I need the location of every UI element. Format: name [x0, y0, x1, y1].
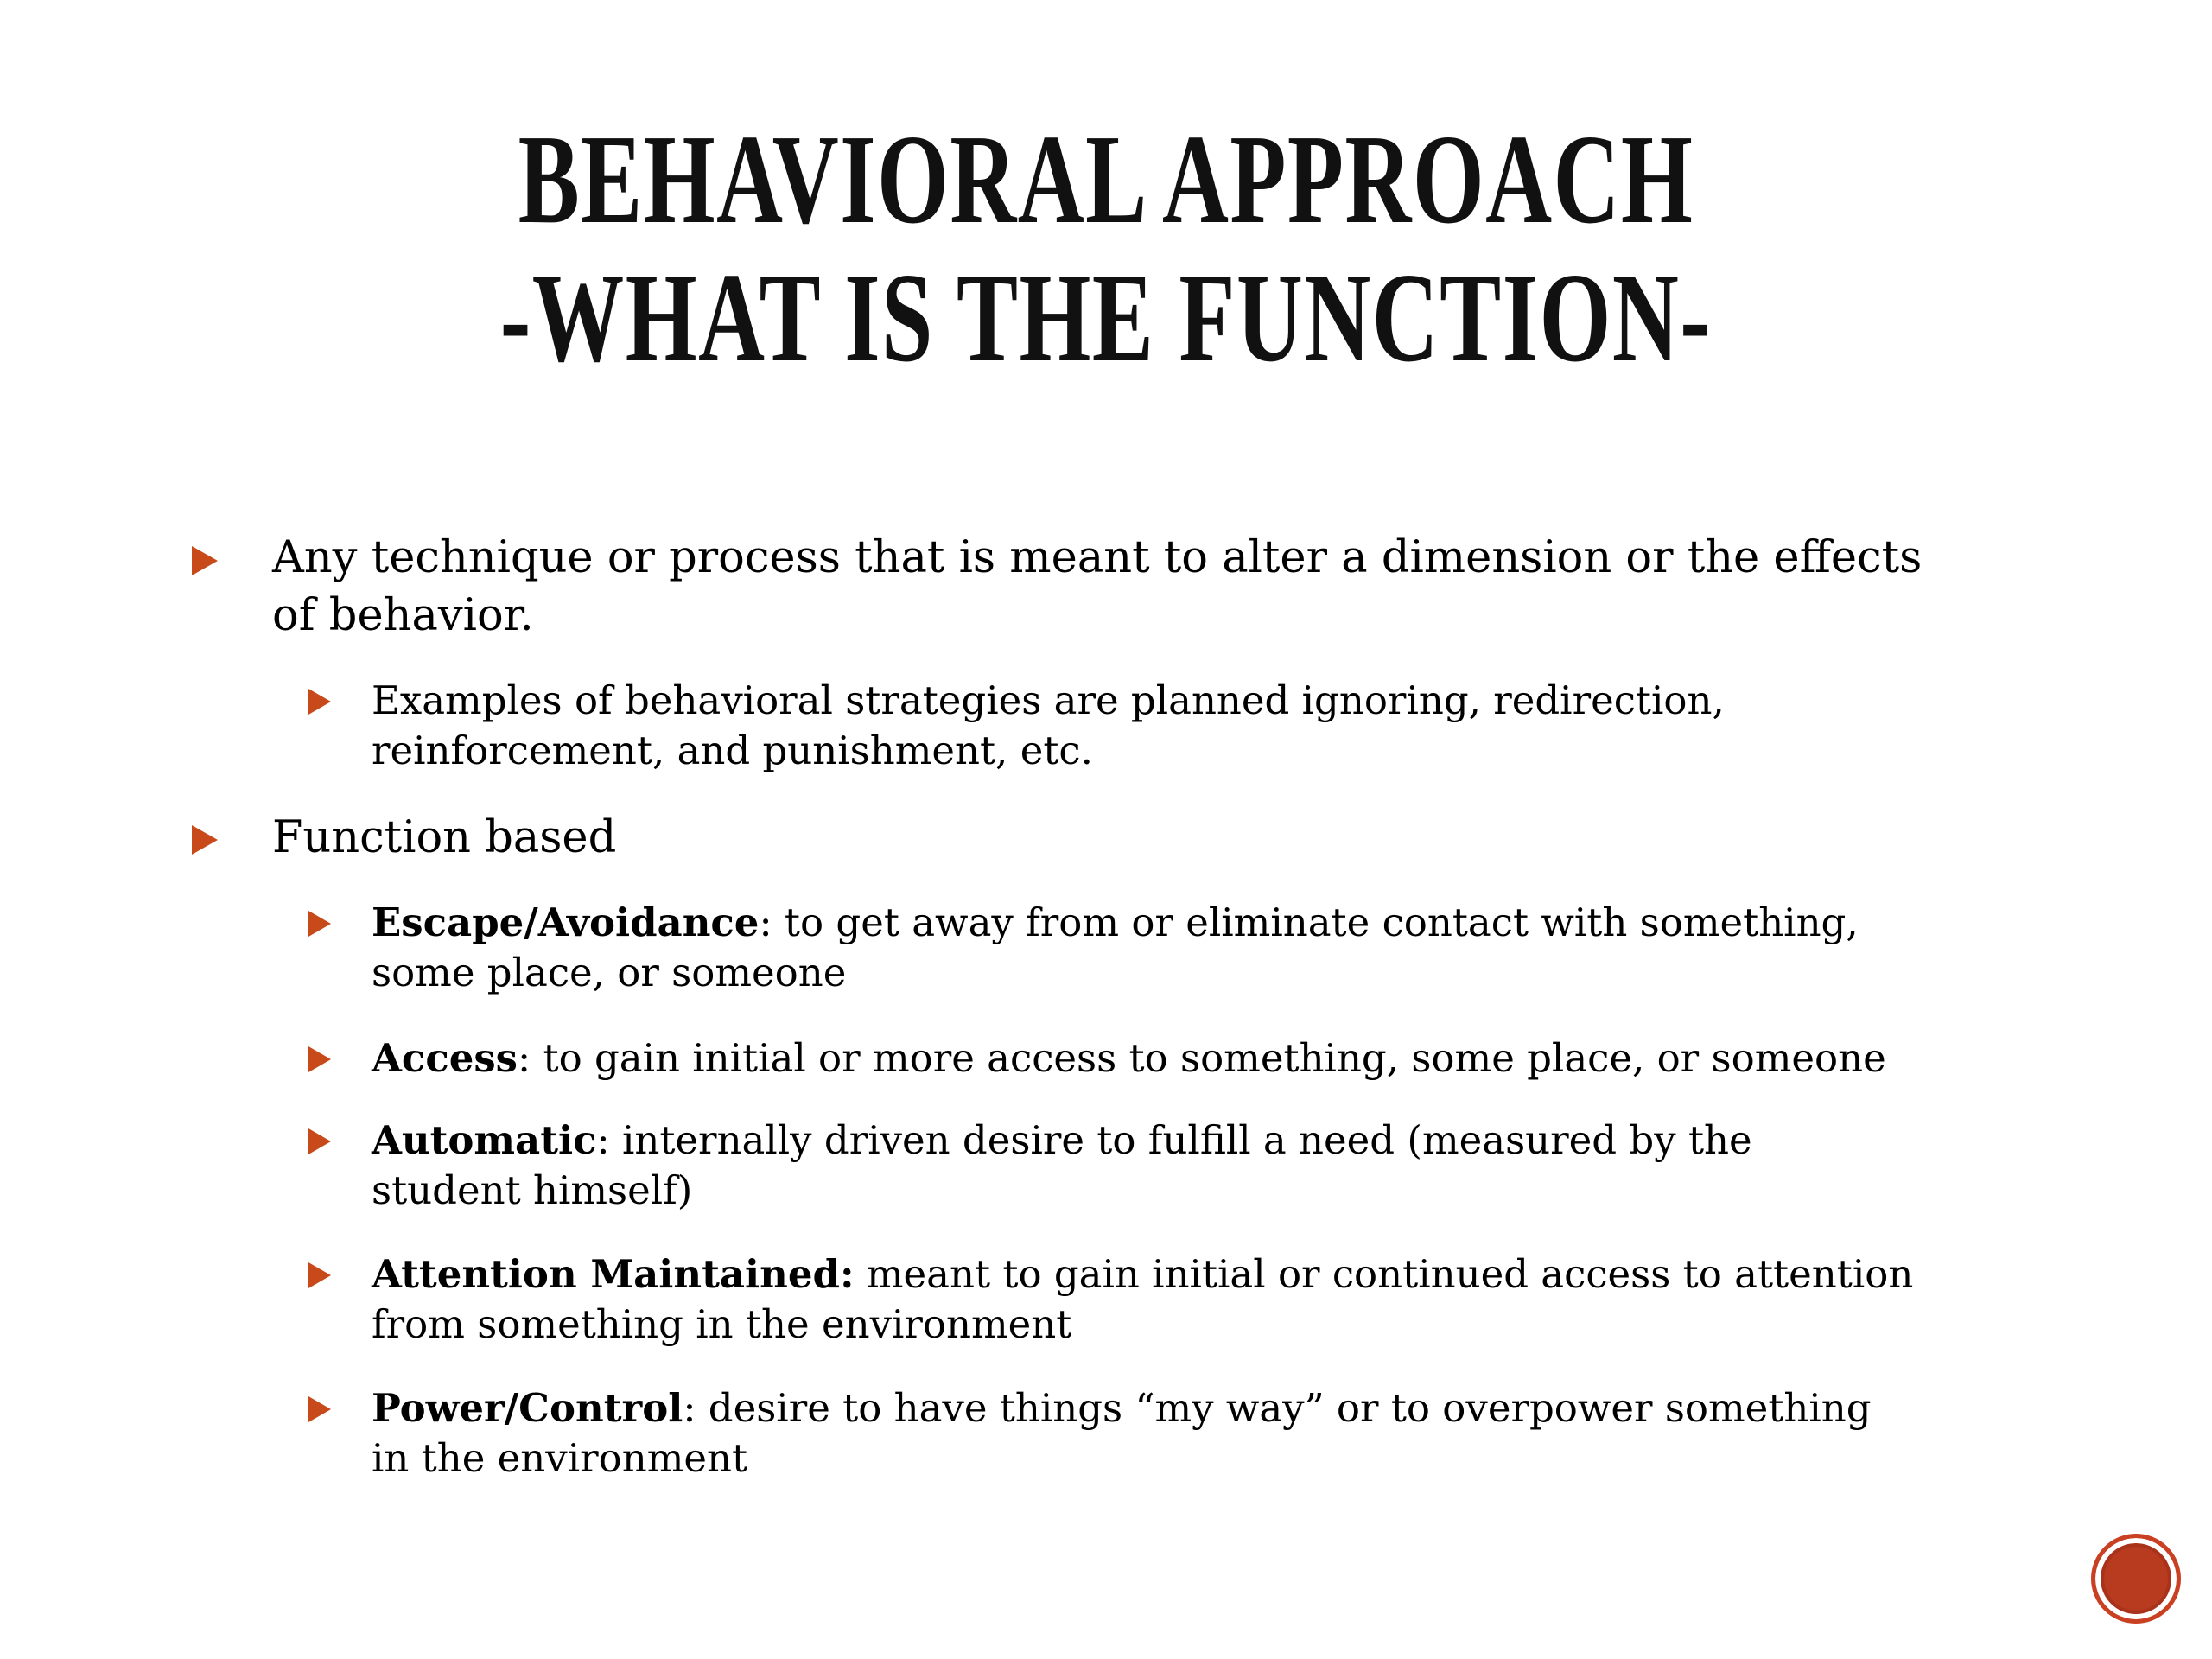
- bullet-line: reinforcement, and punishment, etc.: [372, 728, 1093, 773]
- bullet-text: [372, 1033, 1886, 1084]
- function-term: Access: [372, 1035, 518, 1081]
- bullet-line: some place, or someone: [372, 950, 847, 995]
- bullet-line: of behavior.: [272, 590, 534, 641]
- function-description: : to get away from or eliminate contact with something,: [759, 899, 1859, 945]
- bullet-line: Function based: [272, 812, 617, 863]
- bullet-text: [272, 809, 616, 867]
- title-line-2: -WHAT IS THE FUNCTION-: [499, 247, 1713, 389]
- bullet-text: [372, 1249, 1913, 1350]
- function-description: : desire to have things “my way” or to overpower something: [683, 1385, 1872, 1431]
- bullet-line: Examples of behavioral strategies are planned ignoring, redirection,: [372, 677, 1725, 723]
- function-term: Power/Control: [372, 1385, 683, 1431]
- bullet-text: [272, 529, 1922, 645]
- bullet-line: Any technique or process that is meant to alter a dimension or the effects: [272, 532, 1923, 583]
- function-description: meant to gain initial or continued access to attention: [854, 1251, 1914, 1297]
- bullet-text: [372, 676, 1725, 776]
- function-description: : internally driven desire to fulfill a need (measured by the: [596, 1117, 1752, 1163]
- bullet-line: in the environment: [372, 1435, 748, 1481]
- function-term: Attention Maintained:: [372, 1251, 855, 1297]
- function-term: Escape/Avoidance: [372, 899, 760, 945]
- bullet-arrow-icon: [308, 689, 331, 715]
- bullet-arrow-icon: [308, 911, 331, 937]
- bullet-arrow-icon: [192, 546, 218, 575]
- bullet-text: [372, 1383, 1872, 1484]
- bullet-arrow-icon: [308, 1046, 331, 1072]
- function-description: : to gain initial or more access to something, some place, or someone: [518, 1035, 1886, 1081]
- bullet-arrow-icon: [192, 825, 218, 855]
- function-term: Automatic: [372, 1117, 597, 1163]
- bullet-text: [372, 898, 1859, 998]
- bullet-arrow-icon: [308, 1262, 331, 1288]
- bullet-line: from something in the environment: [372, 1301, 1072, 1347]
- bullet-arrow-icon: [308, 1128, 331, 1154]
- bullet-arrow-icon: [308, 1396, 331, 1422]
- bullet-line: student himself): [372, 1167, 693, 1213]
- slide-nav-circle-button[interactable]: [2091, 1534, 2181, 1624]
- bullet-text: [372, 1116, 1752, 1216]
- title-line-1: BEHAVIORAL APPROACH: [518, 109, 1694, 251]
